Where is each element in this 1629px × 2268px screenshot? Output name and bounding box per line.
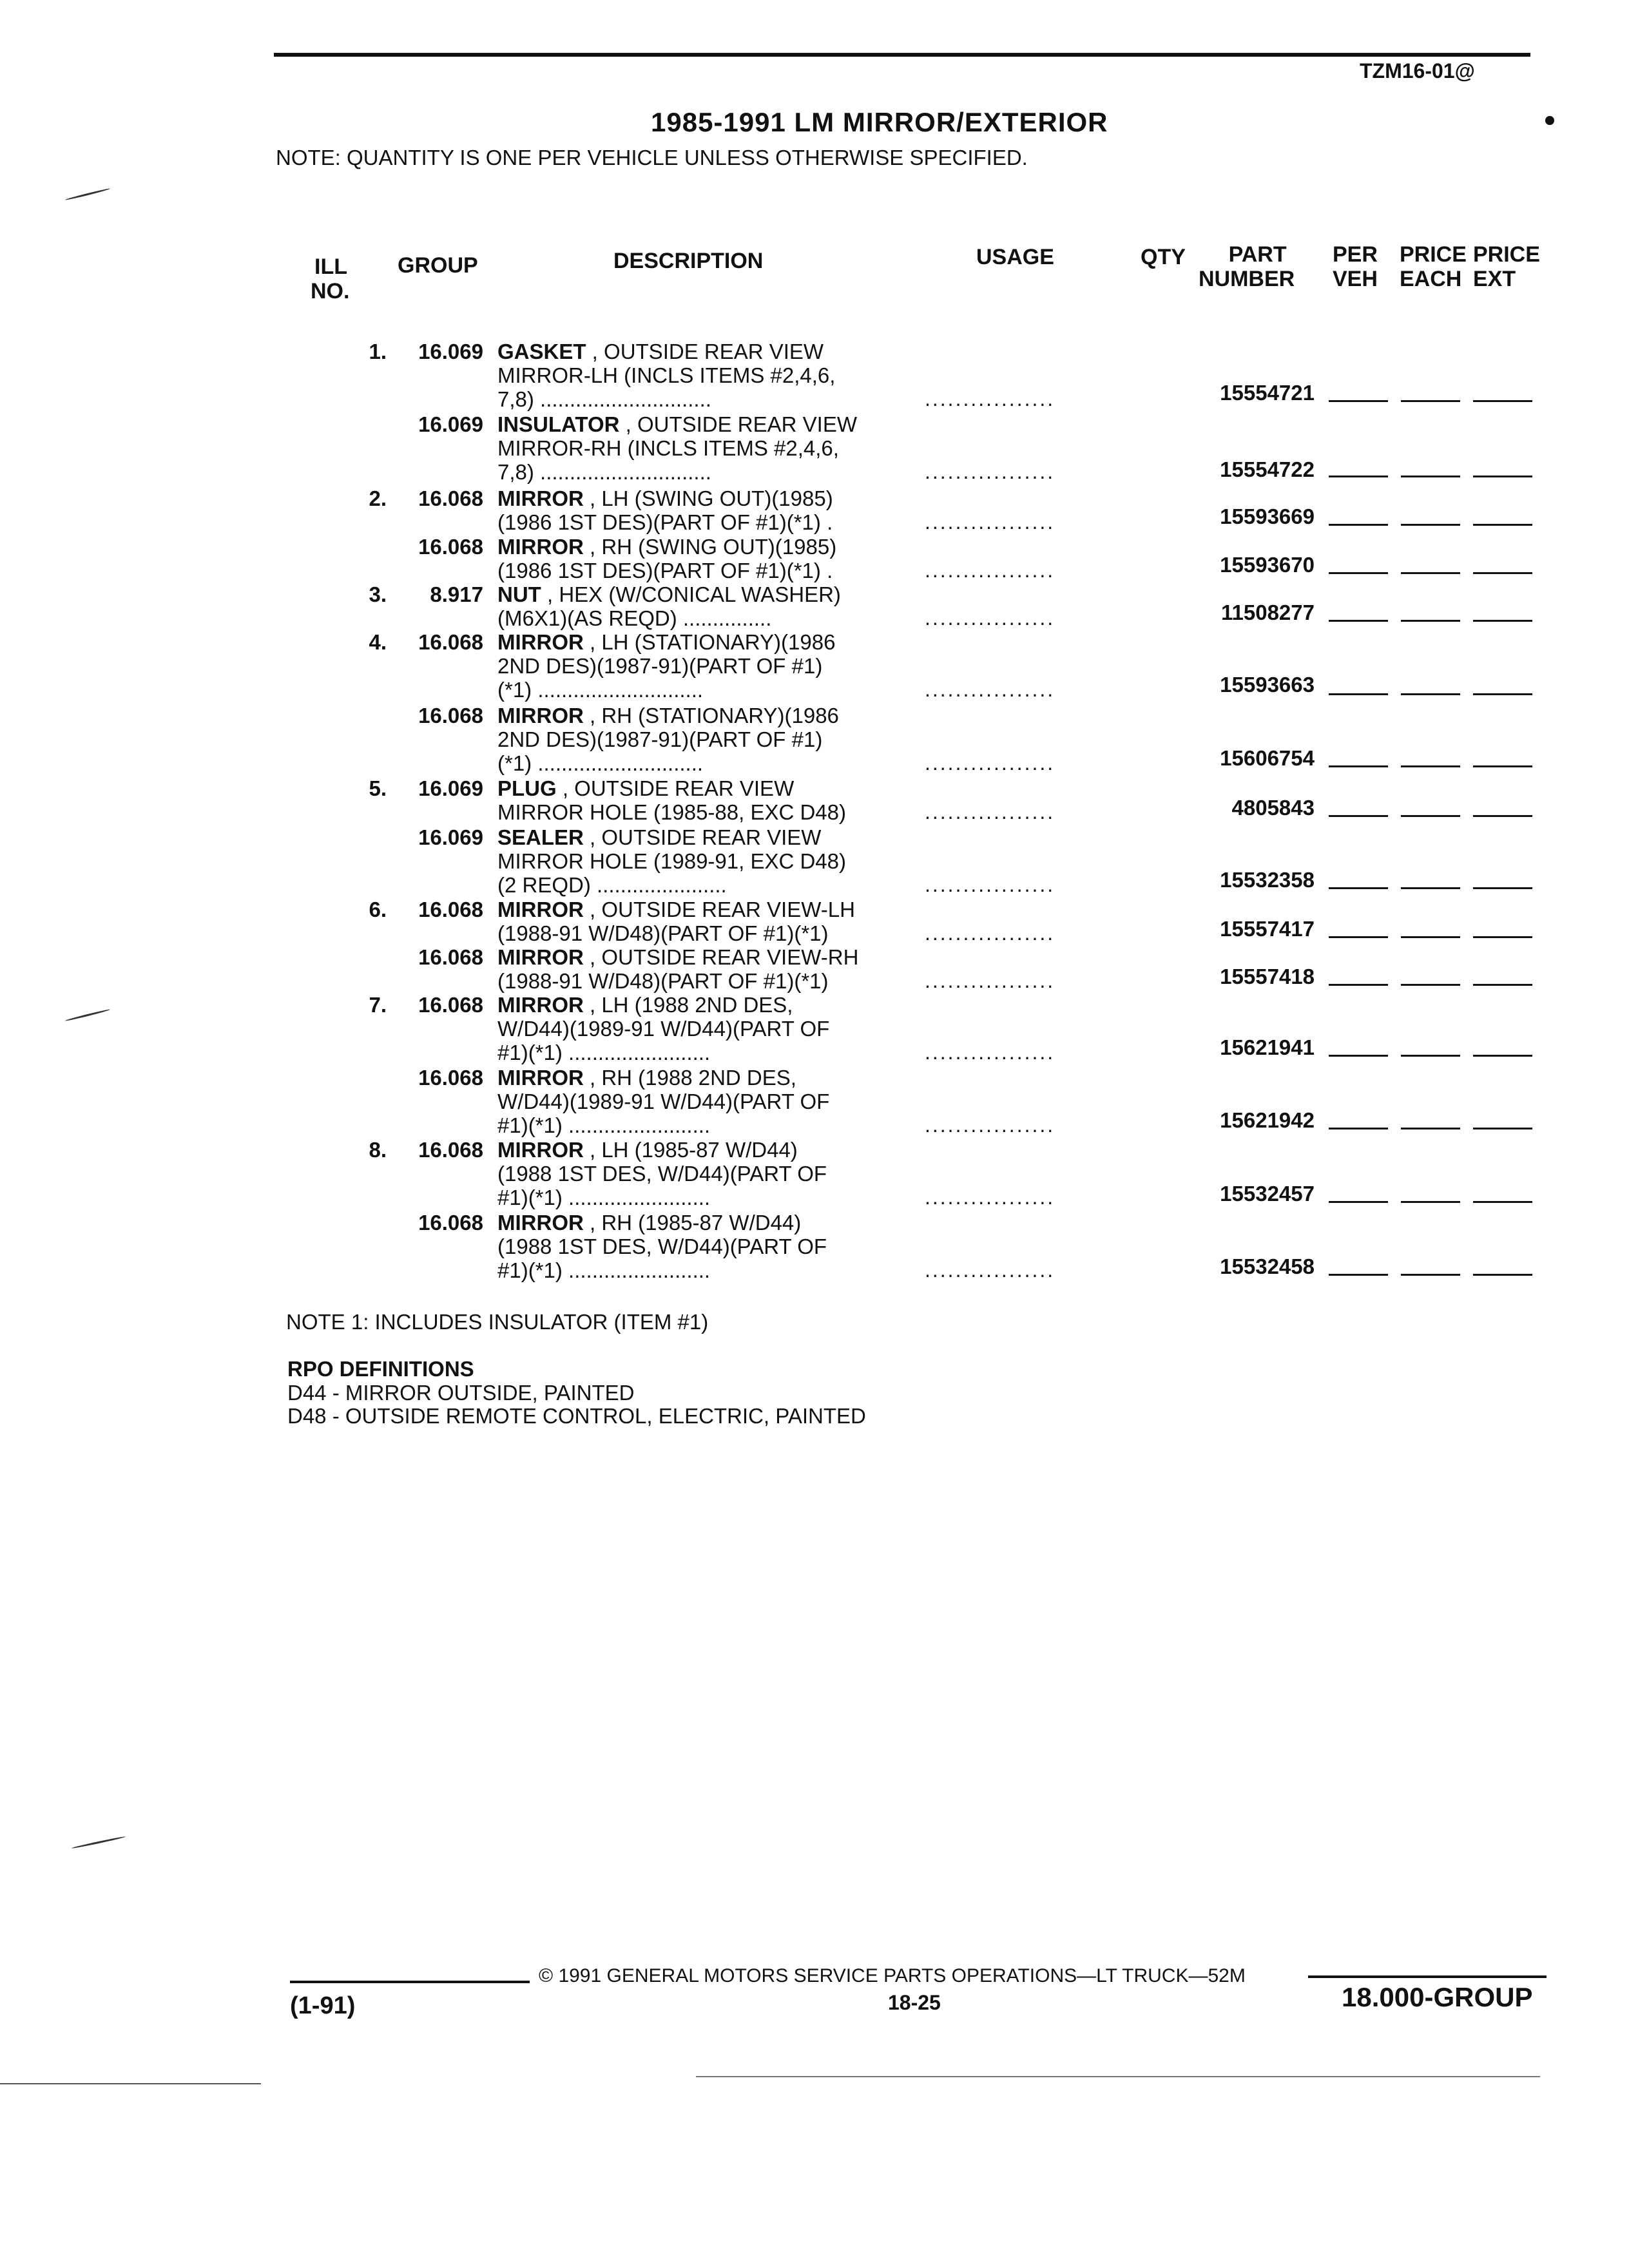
- col-description: DESCRIPTION: [613, 249, 764, 273]
- group-label: 18.000-GROUP: [1342, 1982, 1533, 2012]
- bottom-scan-line: [696, 2076, 1540, 2077]
- revision-date: (1-91): [290, 1992, 356, 2019]
- col-part-number: PART NUMBER: [1199, 242, 1295, 291]
- bullet-mark: [1545, 116, 1554, 125]
- quantity-note: NOTE: QUANTITY IS ONE PER VEHICLE UNLESS OTHERWISE SPECIFIED.: [276, 146, 1028, 169]
- col-per-veh: PER VEH: [1333, 242, 1378, 291]
- col-usage: USAGE: [976, 245, 1054, 269]
- binder-mark: [65, 1008, 111, 1021]
- col-ill: ILL NO.: [311, 255, 350, 303]
- col-price-ext: PRICE EXT: [1473, 242, 1540, 291]
- footer-rule-right: [1308, 1975, 1547, 1978]
- rpo-d44: D44 - MIRROR OUTSIDE, PAINTED: [287, 1381, 635, 1405]
- footer-rule-left: [290, 1981, 530, 1983]
- binder-mark: [72, 1836, 126, 1849]
- doc-code: TZM16-01@: [1360, 59, 1475, 82]
- col-group: GROUP: [398, 253, 478, 278]
- binder-mark: [65, 187, 111, 200]
- rpo-d48: D48 - OUTSIDE REMOTE CONTROL, ELECTRIC, PAINTED: [287, 1404, 866, 1428]
- page-number: 18-25: [888, 1991, 941, 2014]
- bottom-scan-line: [0, 2083, 261, 2084]
- col-price-each: PRICE EACH: [1400, 242, 1467, 291]
- rpo-heading: RPO DEFINITIONS: [287, 1357, 474, 1381]
- col-qty: QTY: [1141, 245, 1186, 269]
- page-title: 1985-1991 LM MIRROR/EXTERIOR: [651, 107, 1108, 137]
- note-1: NOTE 1: INCLUDES INSULATOR (ITEM #1): [286, 1310, 709, 1334]
- copyright: © 1991 GENERAL MOTORS SERVICE PARTS OPERATIONS—LT TRUCK—52M: [539, 1965, 1246, 1986]
- top-rule: [274, 53, 1530, 57]
